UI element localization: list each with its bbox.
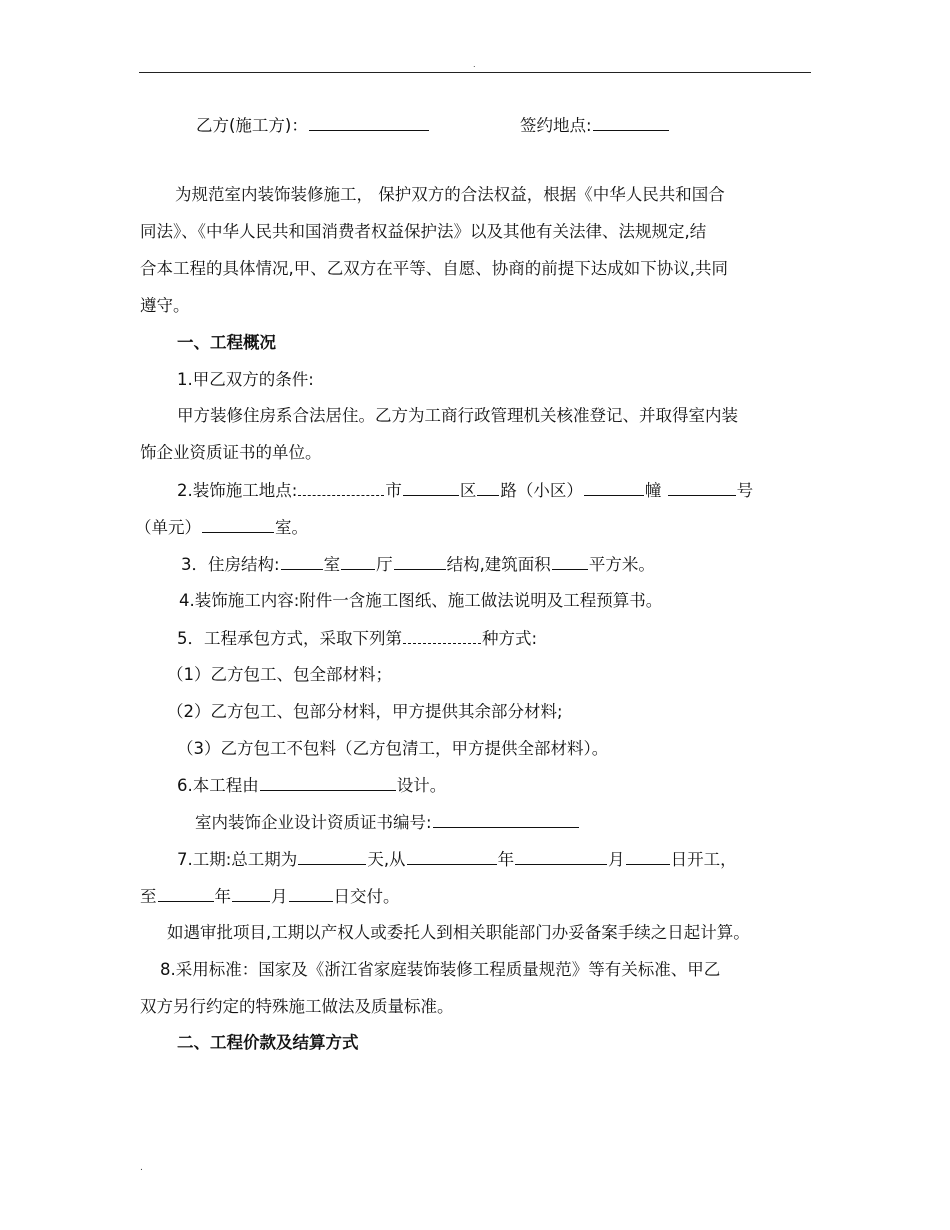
- district-label: 区: [459, 481, 477, 500]
- method-blank[interactable]: [403, 627, 481, 644]
- end-label: 日交付。: [333, 887, 400, 906]
- days-label: 天,从: [367, 850, 406, 869]
- item-5-option-2: （2）乙方包工、包部分材料，甲方提供其余部分材料;: [167, 702, 563, 721]
- header-mark: .: [473, 60, 476, 69]
- district-blank[interactable]: [403, 479, 459, 496]
- intro-line-1: 为规范室内装饰装修施工， 保护双方的合法权益，根据《中华人民共和国合: [175, 185, 725, 204]
- item-2-line: [177, 479, 753, 502]
- halls-label: 厅: [376, 555, 393, 574]
- area-blank[interactable]: [552, 553, 588, 570]
- item-5-prefix: 5．工程承包方式，采取下列第: [177, 629, 402, 648]
- party-b-line: [196, 114, 430, 137]
- sign-place-blank[interactable]: [593, 114, 669, 131]
- item-6-line: [177, 774, 446, 797]
- item-1-title: 1.甲乙双方的条件:: [177, 370, 314, 389]
- start-month-blank[interactable]: [515, 848, 607, 865]
- header-rule: [139, 72, 811, 73]
- start-day-blank[interactable]: [626, 848, 670, 865]
- end-month-blank[interactable]: [232, 885, 270, 902]
- road-label: 路（小区）: [500, 481, 583, 500]
- item-2-prefix: 2.装饰施工地点:: [177, 481, 298, 500]
- item-7-prefix: 7.工期:总工期为: [177, 850, 298, 869]
- city-label: 市: [385, 481, 402, 500]
- sign-place-label: 签约地点:: [520, 116, 592, 135]
- section-2-title: 二、工程价款及结算方式: [177, 1033, 359, 1052]
- number-blank[interactable]: [668, 479, 736, 496]
- end-month-label: 月: [271, 887, 288, 906]
- structure-label: 结构,建筑面积: [446, 555, 551, 574]
- unit-label: （单元）: [135, 518, 201, 537]
- party-b-blank[interactable]: [309, 114, 429, 131]
- end-year-label: 年: [214, 887, 231, 906]
- footer-mark: .: [140, 1163, 143, 1173]
- item-8-line-1: 8.采用标准：国家及《浙江省家庭装饰装修工程质量规范》等有关标准、甲乙: [160, 960, 721, 979]
- road-blank[interactable]: [477, 479, 499, 496]
- rooms-label: 室: [323, 555, 341, 574]
- item-3-prefix: 3．住房结构:: [181, 555, 280, 574]
- intro-line-2: 同法》、《中华人民共和国消费者权益保护法》以及其他有关法律、法规规定,结: [140, 222, 707, 241]
- halls-blank[interactable]: [341, 553, 375, 570]
- item-5-line: [177, 627, 537, 650]
- item-3-line: [181, 553, 655, 576]
- number-label: 号: [736, 481, 754, 500]
- item-7-line-2: [140, 885, 400, 908]
- item-5-option-3: （3）乙方包工不包料（乙方包清工，甲方提供全部材料）。: [177, 739, 609, 758]
- room-blank[interactable]: [202, 516, 274, 533]
- sign-place-line: [520, 114, 670, 137]
- building-blank[interactable]: [584, 479, 644, 496]
- end-year-blank[interactable]: [158, 885, 214, 902]
- to-label: 至: [140, 887, 157, 906]
- item-1-body-1: 甲方装修住房系合法居住。乙方为工商行政管理机关核准登记、并取得室内装: [177, 406, 738, 425]
- building-label: 幢: [644, 481, 662, 500]
- room-label: 室。: [275, 518, 308, 537]
- intro-line-3: 合本工程的具体情况,甲、乙双方在平等、自愿、协商的前提下达成如下协议,共同: [140, 259, 728, 278]
- rooms-blank[interactable]: [281, 553, 323, 570]
- cert-number-blank[interactable]: [433, 811, 579, 828]
- city-blank[interactable]: [298, 479, 384, 496]
- item-5-option-1: （1）乙方包工、包全部材料；: [167, 665, 392, 684]
- area-unit-label: 平方米。: [588, 555, 655, 574]
- item-6-cert-label: 室内装饰企业设计资质证书编号:: [195, 813, 432, 832]
- item-8-line-2: 双方另行约定的特殊施工做法及质量标准。: [140, 997, 454, 1016]
- start-year-label: 年: [497, 850, 515, 869]
- item-7-line: [177, 848, 737, 871]
- item-6-cert-line: [195, 811, 580, 834]
- structure-blank[interactable]: [394, 553, 446, 570]
- end-day-blank[interactable]: [289, 885, 333, 902]
- item-6-suffix: 设计。: [396, 776, 447, 795]
- approval-note: 如遇审批项目,工期以产权人或委托人到相关职能部门办妥备案手续之日起计算。: [167, 923, 750, 942]
- intro-line-4: 遵守。: [140, 296, 190, 315]
- total-days-blank[interactable]: [298, 848, 366, 865]
- item-5-suffix: 种方式:: [482, 629, 538, 648]
- designer-blank[interactable]: [260, 774, 396, 791]
- item-4: 4.装饰施工内容:附件一含施工图纸、施工做法说明及工程预算书。: [179, 591, 663, 610]
- start-year-blank[interactable]: [407, 848, 497, 865]
- item-6-prefix: 6.本工程由: [177, 776, 259, 795]
- section-1-title: 一、工程概况: [177, 333, 276, 352]
- item-1-body-2: 饰企业资质证书的单位。: [140, 443, 322, 462]
- item-2-line-2: [135, 516, 308, 539]
- party-b-label: 乙方(施工方)：: [196, 116, 308, 135]
- start-label: 日开工，: [670, 850, 737, 869]
- start-month-label: 月: [608, 850, 625, 869]
